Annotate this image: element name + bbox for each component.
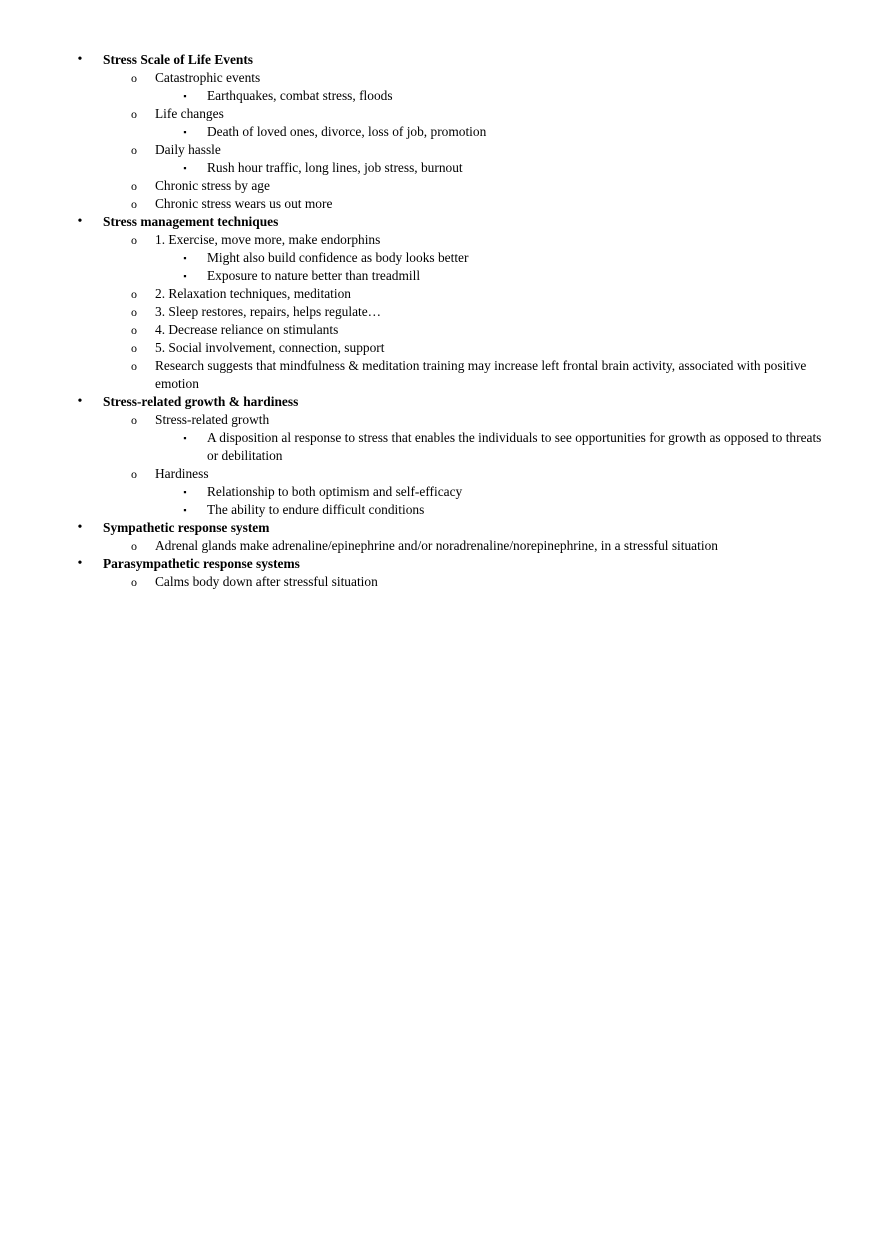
- detail-item: Rush hour traffic, long lines, job stress, burnout: [207, 160, 463, 175]
- sub-item: Adrenal glands make adrenaline/epinephrine and/or noradrenaline/norepinephrine, in a stressful situation: [155, 538, 718, 553]
- outline-row: [0, 177, 880, 195]
- sub-item: 4. Decrease reliance on stimulants: [155, 322, 339, 337]
- bullet-level-2: o: [131, 71, 137, 85]
- bullet-level-2: o: [131, 359, 137, 373]
- bullet-level-3: ▪: [183, 433, 187, 443]
- outline-row: [0, 483, 880, 501]
- bullet-level-2: o: [131, 539, 137, 553]
- sub-item: Calms body down after stressful situation: [155, 574, 378, 589]
- bullet-level-2: o: [131, 197, 137, 211]
- sub-item: 1. Exercise, move more, make endorphins: [155, 232, 381, 247]
- outline-row: [0, 159, 880, 177]
- outline-row: [0, 357, 880, 393]
- bullet-level-2: o: [131, 323, 137, 337]
- sub-item: Life changes: [155, 106, 224, 121]
- outline-row: [0, 285, 880, 303]
- outline-row: [0, 339, 880, 357]
- bullet-level-1: •: [77, 520, 83, 535]
- bullet-level-2: o: [131, 233, 137, 247]
- outline-row: [0, 303, 880, 321]
- bullet-level-2: o: [131, 341, 137, 355]
- outline-row: [0, 141, 880, 159]
- outline-row: [0, 429, 880, 465]
- outline-row: [0, 123, 880, 141]
- bullet-level-3: ▪: [183, 505, 187, 515]
- outline-row: [0, 555, 880, 573]
- sub-item: Hardiness: [155, 466, 209, 481]
- bullet-level-2: o: [131, 467, 137, 481]
- sub-item: Chronic stress by age: [155, 178, 270, 193]
- bullet-level-3: ▪: [183, 127, 187, 137]
- outline-row: [0, 51, 880, 69]
- sub-item: Chronic stress wears us out more: [155, 196, 333, 211]
- outline-row: [0, 411, 880, 429]
- heading-item: Stress management techniques: [103, 214, 279, 229]
- bullet-level-1: •: [77, 394, 83, 409]
- detail-item: Death of loved ones, divorce, loss of job, promotion: [207, 124, 487, 139]
- bullet-level-1: •: [77, 52, 83, 67]
- bullet-level-1: •: [77, 214, 83, 229]
- detail-item: Might also build confidence as body looks better: [207, 250, 469, 265]
- sub-item: Stress-related growth: [155, 412, 270, 427]
- bullet-level-2: o: [131, 575, 137, 589]
- bullet-level-2: o: [131, 287, 137, 301]
- bullet-level-3: ▪: [183, 271, 187, 281]
- detail-item: A disposition al response to stress that enables the individuals to see opportunities for growth as opposed to threats or debilitation: [207, 430, 822, 463]
- outline-row: [0, 195, 880, 213]
- bullet-level-3: ▪: [183, 91, 187, 101]
- sub-item: Daily hassle: [155, 142, 221, 157]
- bullet-level-2: o: [131, 107, 137, 121]
- outline-row: [0, 213, 880, 231]
- heading-item: Stress Scale of Life Events: [103, 52, 254, 67]
- outline-row: [0, 69, 880, 87]
- outline-row: [0, 105, 880, 123]
- sub-item: Catastrophic events: [155, 70, 261, 85]
- outline-row: [0, 321, 880, 339]
- outline-row: [0, 267, 880, 285]
- bullet-level-2: o: [131, 179, 137, 193]
- detail-item: Relationship to both optimism and self-efficacy: [207, 484, 463, 499]
- bullet-level-2: o: [131, 413, 137, 427]
- outline-row: [0, 249, 880, 267]
- sub-item: 5. Social involvement, connection, support: [155, 340, 385, 355]
- outline-row: [0, 393, 880, 411]
- bullet-level-2: o: [131, 305, 137, 319]
- outline-row: [0, 519, 880, 537]
- sub-item: 3. Sleep restores, repairs, helps regulate…: [155, 304, 382, 319]
- detail-item: Earthquakes, combat stress, floods: [207, 88, 393, 103]
- sub-item: Research suggests that mindfulness & meditation training may increase left frontal brain activity, associated with positive emotion: [155, 358, 807, 391]
- notes-outline: [0, 51, 880, 591]
- outline-row: [0, 87, 880, 105]
- detail-item: The ability to endure difficult conditions: [207, 502, 425, 517]
- outline-row: [0, 501, 880, 519]
- detail-item: Exposure to nature better than treadmill: [207, 268, 421, 283]
- heading-item: Stress-related growth & hardiness: [103, 394, 299, 409]
- sub-item: 2. Relaxation techniques, meditation: [155, 286, 351, 301]
- heading-item: Parasympathetic response systems: [103, 556, 300, 571]
- bullet-level-3: ▪: [183, 487, 187, 497]
- bullet-level-1: •: [77, 556, 83, 571]
- outline-row: [0, 465, 880, 483]
- heading-item: Sympathetic response system: [103, 520, 270, 535]
- outline-row: [0, 573, 880, 591]
- bullet-level-3: ▪: [183, 253, 187, 263]
- bullet-level-3: ▪: [183, 163, 187, 173]
- bullet-level-2: o: [131, 143, 137, 157]
- outline-row: [0, 231, 880, 249]
- outline-row: [0, 537, 880, 555]
